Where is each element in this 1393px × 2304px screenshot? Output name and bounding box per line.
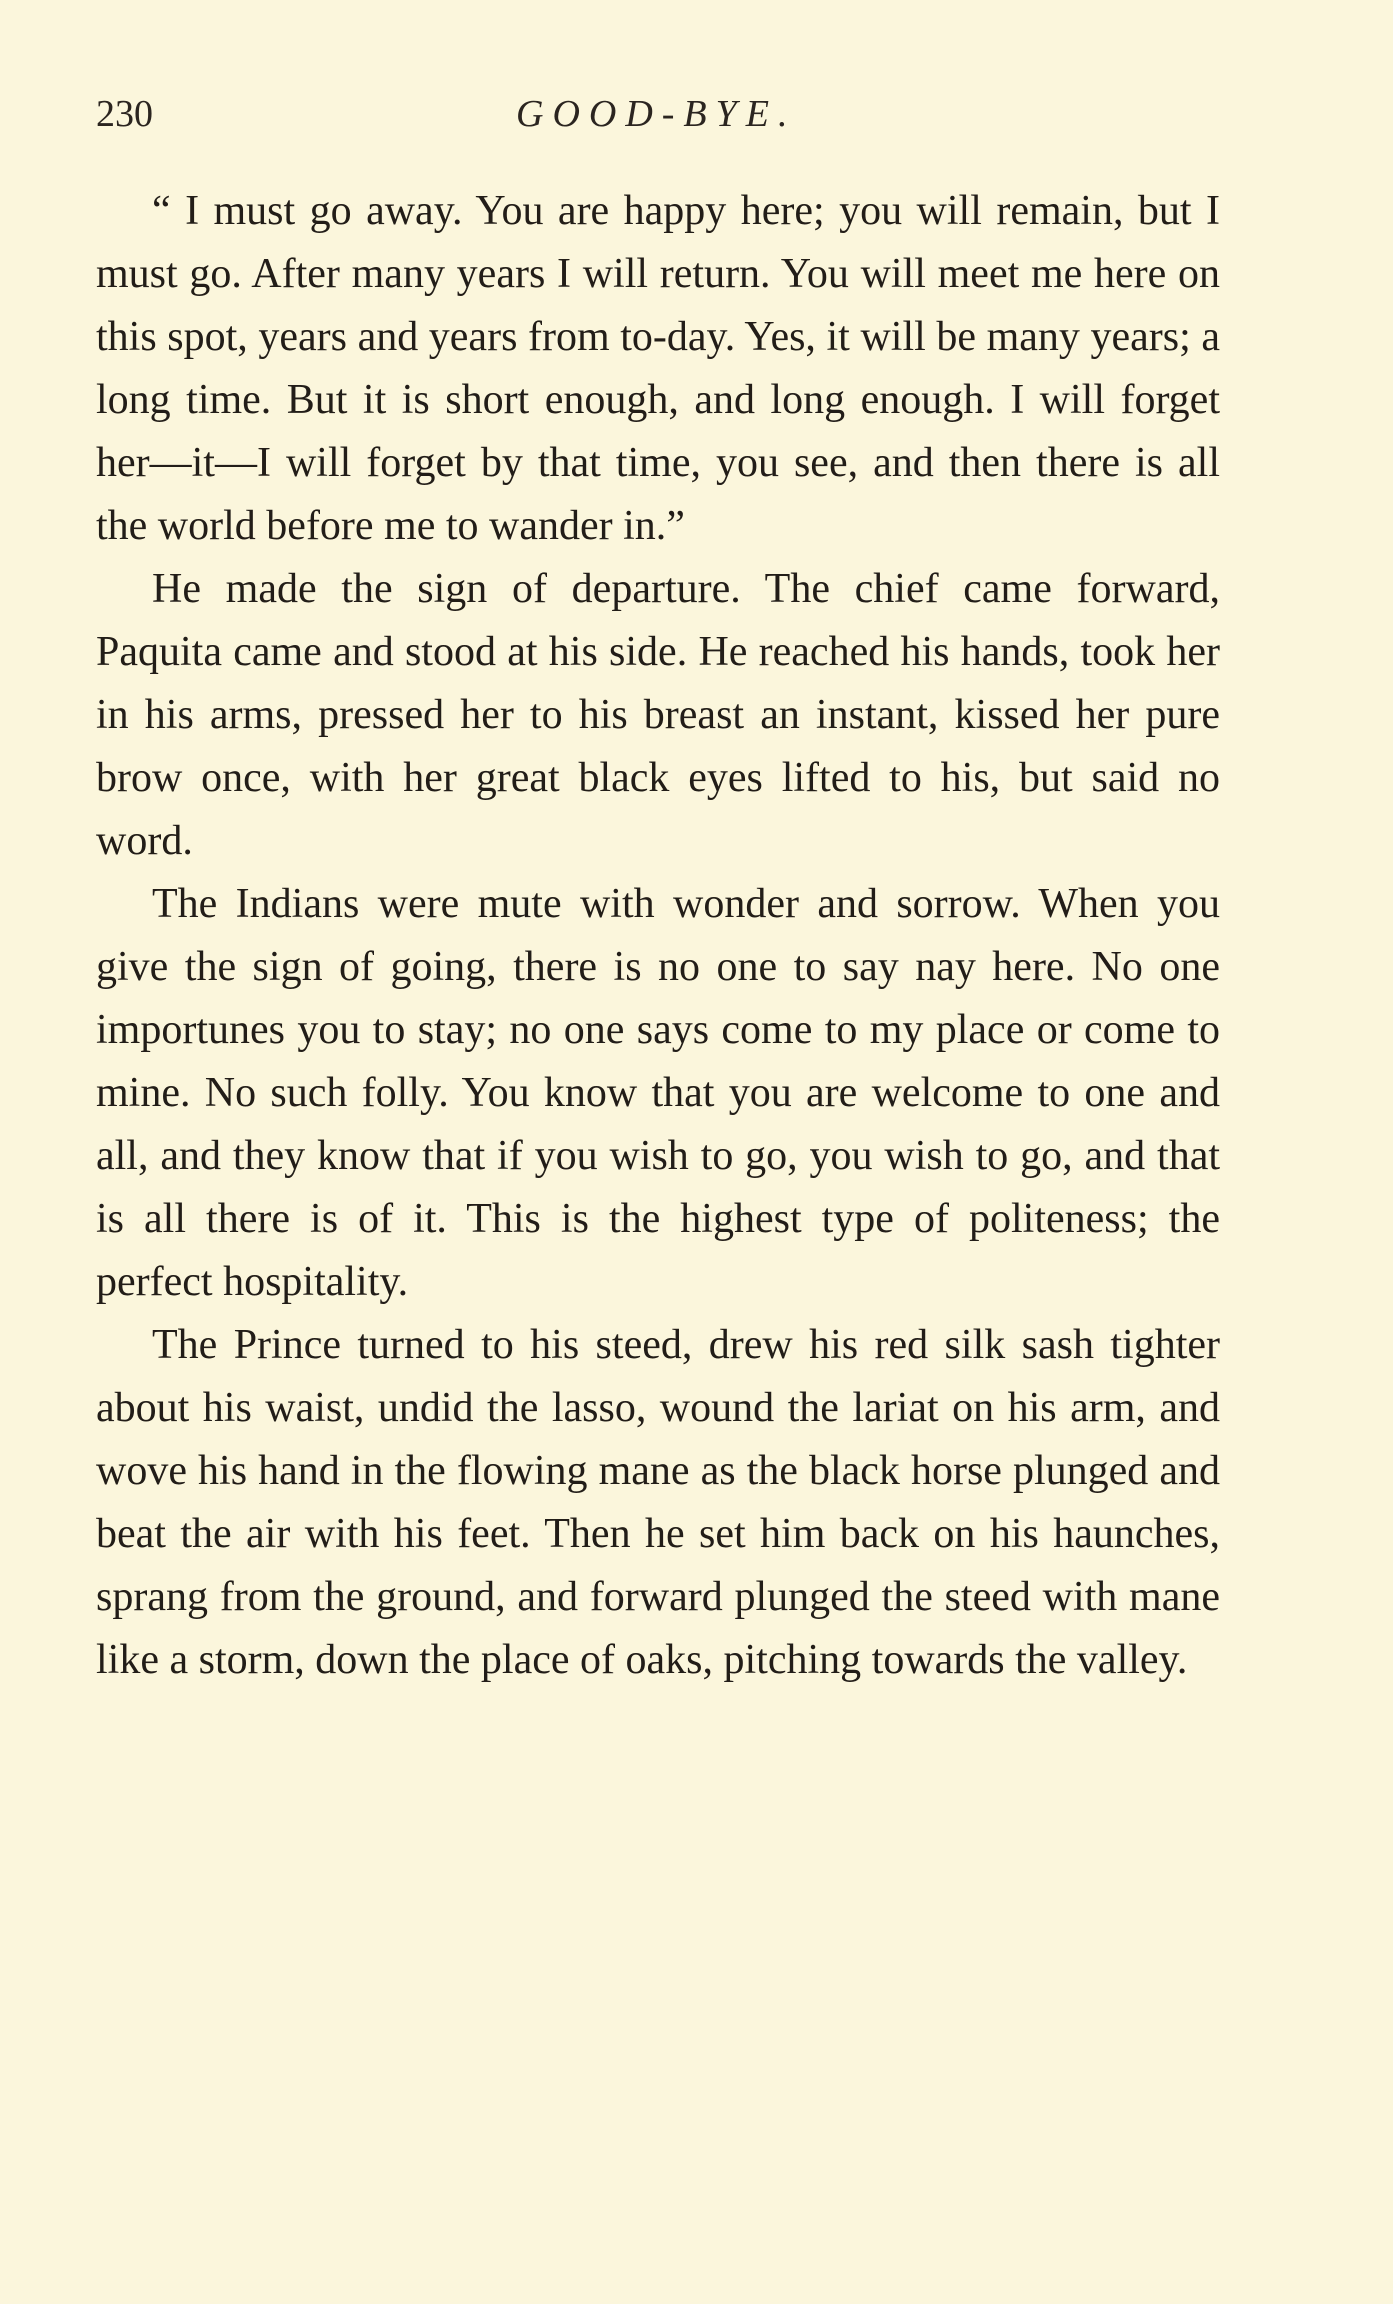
page-number: 230	[96, 93, 153, 135]
paragraph: The Indians were mute with wonder and sorrow. When you give the sign of going, there is no one to say nay here. No one importunes you to stay; no one says come to my place or come to mine. No such folly. You know that you are welcome to one and all, and they know that if you wish to go, you wish to go, and that is all there is of it. This is the highest type of politeness; the perfect hospitality.	[96, 881, 1220, 1305]
paragraph: “ I must go away. You are happy here; you will remain, but I must go. After many years I will return. You will meet me here on this spot, years and years from to-day. Yes, it will be many years; a long time. But it is short enough, and long enough. I will forget her—it—I will forget by that time, you see, and then there is all the world before me to wander in.”	[96, 188, 1220, 549]
paragraph: The Prince turned to his steed, drew his red silk sash tighter about his waist, undid the lasso, wound the lariat on his arm, and wove his hand in the flowing mane as the black horse plunged and beat the air with his feet. Then he set him back on his haunches, sprang from the ground, and forward plunged the steed with mane like a storm, down the place of oaks, pitching towards the valley.	[96, 1322, 1220, 1683]
paragraph: He made the sign of departure. The chief came forward, Paquita came and stood at his side. He reached his hands, took her in his arms, pressed her to his breast an instant, kissed her pure brow once, with her great black eyes lifted to his, but said no word.	[96, 566, 1220, 864]
running-head: GOOD-BYE.	[516, 93, 797, 135]
page-header	[96, 92, 1226, 152]
body-text	[96, 180, 1220, 1692]
